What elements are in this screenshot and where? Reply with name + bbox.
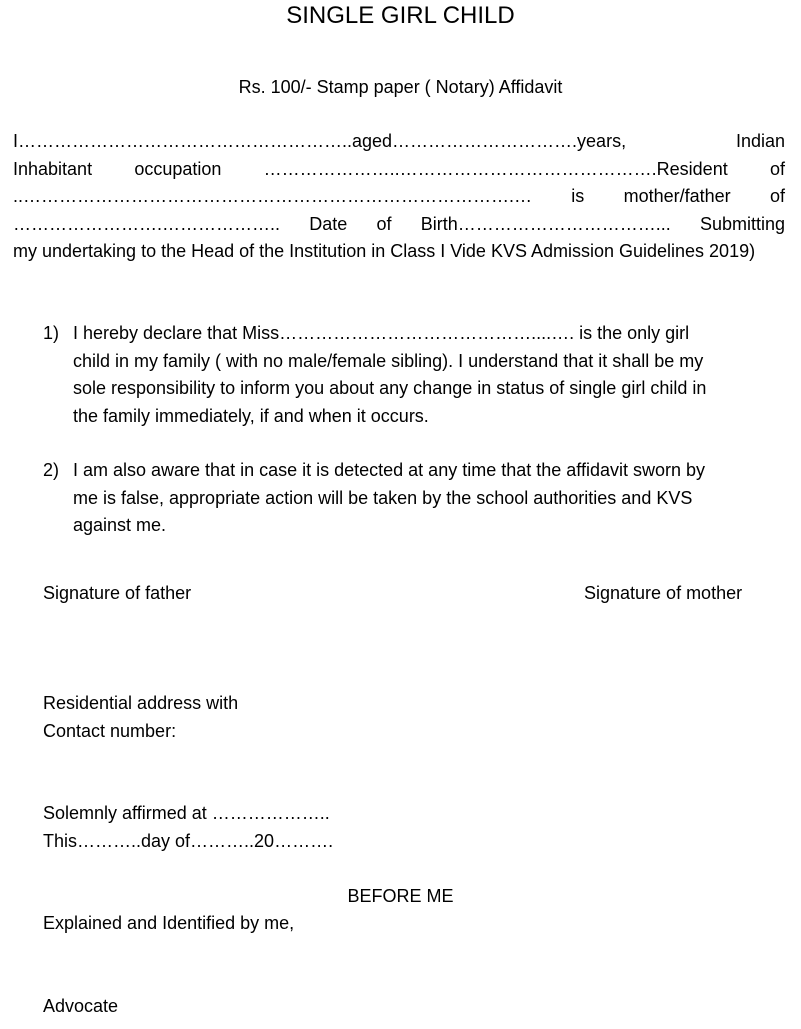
item-line: me is false, appropriate action will be taken by the school authorities and KVS xyxy=(73,487,693,508)
intro-line: I………………………………………………..aged………………………….years, Indian xyxy=(13,131,785,151)
intro-line: Inhabitant occupation …………………..…………………………………….Resident of xyxy=(13,158,785,179)
item-line: the family immediately, if and when it occurs. xyxy=(73,405,429,426)
document-title: SINGLE GIRL CHILD xyxy=(286,2,515,29)
affirmed-date-line: This………..day of………..20………. xyxy=(43,831,334,851)
item-line: sole responsibility to inform you about any change in status of single girl child in xyxy=(73,378,707,398)
intro-line: ..……………………………………………………………………….… is mother/father of xyxy=(13,186,785,206)
contact-number-label: Contact number: xyxy=(43,721,177,741)
item-line: against me. xyxy=(73,515,167,535)
item-line: I am also aware that in case it is detected at any time that the affidavit sworn by xyxy=(73,460,705,480)
item-line: I hereby declare that Miss……………………………………....…. is the only girl xyxy=(73,323,690,343)
address-label: Residential address with xyxy=(43,693,239,713)
item-body xyxy=(73,457,788,540)
explained-identified-line: Explained and Identified by me, xyxy=(43,913,295,933)
intro-line: my undertaking to the Head of the Institution in Class I Vide KVS Admission Guidelines 2019) xyxy=(13,241,756,261)
declaration-item-1 xyxy=(43,320,788,430)
intro-paragraph xyxy=(13,128,785,266)
item-number: 1) xyxy=(43,323,60,343)
declaration-item-2 xyxy=(43,457,788,540)
signature-mother-label: Signature of mother xyxy=(584,583,743,603)
intro-line: …………………….……………….. Date of Birth……………………………... Submitting xyxy=(13,213,785,234)
item-body xyxy=(73,320,788,430)
item-line: child in my family ( with no male/female sibling). I understand that it shall be my xyxy=(73,350,704,371)
document-subtitle: Rs. 100/- Stamp paper ( Notary) Affidavit xyxy=(238,77,563,97)
affirmed-at-line: Solemnly affirmed at ……………….. xyxy=(43,803,330,823)
advocate-label: Advocate xyxy=(43,996,119,1016)
item-number: 2) xyxy=(43,460,60,480)
signature-father-label: Signature of father xyxy=(43,583,192,603)
before-me-heading: BEFORE ME xyxy=(347,886,454,906)
